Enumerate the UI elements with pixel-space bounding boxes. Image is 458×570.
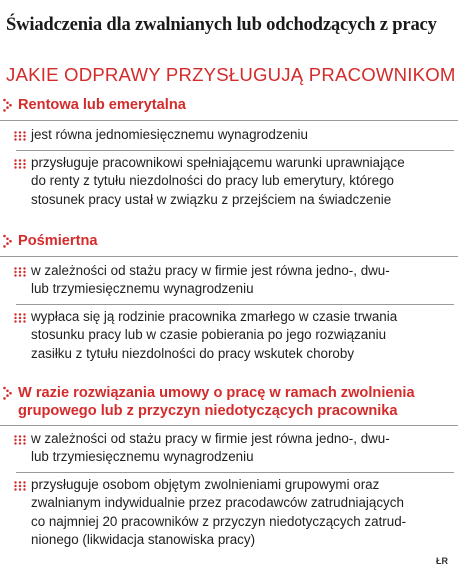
- dotted-arrow-icon: [3, 386, 12, 400]
- list-item: [16, 126, 448, 144]
- dot-grid-icon: [14, 131, 26, 141]
- section-zwolnienie-grupowe: [0, 384, 458, 548]
- section-heading: [0, 384, 458, 420]
- list-item-line: stosunku pracy lub w czasie pobierania po jego rozwiązaniu: [31, 327, 387, 343]
- section-rule: [0, 120, 458, 121]
- item-rule: [16, 472, 454, 473]
- section-heading: [0, 232, 458, 250]
- list-item-line: nionego (likwidacja stanowiska pracy): [31, 532, 256, 548]
- list-item-line: co najmniej 20 pracowników z przyczyn niedotyczących zatrud-: [31, 513, 407, 529]
- section-rule: [0, 256, 458, 257]
- list-item-line: przysługuje pracownikowi spełniającemu warunki uprawniające: [31, 155, 405, 170]
- list-item-line: lub trzymiesięcznemu wynagrodzeniu: [31, 281, 254, 297]
- section-heading-line: grupowego lub z przyczyn niedotyczących pracownika: [18, 403, 398, 419]
- section-rule: [0, 425, 458, 426]
- author-credit: ŁR: [436, 556, 448, 566]
- dot-grid-icon: [14, 267, 26, 277]
- list-item: [16, 154, 448, 209]
- dot-grid-icon: [14, 435, 26, 445]
- dot-grid-icon: [14, 481, 26, 491]
- list-item-line: stosunek pracy ustał w związku z przejściem na świadczenie: [31, 191, 392, 207]
- list-item-line: w zależności od stażu pracy w firmie jest równa jedno-, dwu-: [31, 431, 390, 446]
- list-item-line: w zależności od stażu pracy w firmie jest równa jedno-, dwu-: [31, 263, 390, 278]
- list-item: [16, 262, 448, 299]
- page-subtitle: JAKIE ODPRAWY PRZYSŁUGUJĄ PRACOWNIKOM: [6, 64, 456, 85]
- section-heading-line: Rentowa lub emerytalna: [18, 97, 186, 113]
- list-item-line: wypłaca się ją rodzinie pracownika zmarłego w czasie trwania: [31, 309, 398, 324]
- dotted-arrow-icon: [3, 98, 12, 112]
- section-heading-line: W razie rozwiązania umowy o pracę w ramach zwolnienia: [18, 385, 415, 401]
- list-item: [16, 308, 448, 363]
- list-item: [16, 430, 448, 467]
- dot-grid-icon: [14, 313, 26, 323]
- dot-grid-icon: [14, 159, 26, 169]
- page-title: Świadczenia dla zwalnianych lub odchodzących z pracy: [6, 14, 437, 35]
- list-item-line: lub trzymiesięcznemu wynagrodzeniu: [31, 449, 254, 465]
- list-item-line: przysługuje osobom objętym zwolnieniami grupowymi oraz: [31, 477, 380, 492]
- list-item-line: zwalnianym indywidualnie przez pracodawców zatrudniających: [31, 495, 404, 511]
- list-item-line: jest równa jednomiesięcznemu wynagrodzeniu: [31, 127, 308, 142]
- list-item-line: do renty z tytułu niezdolności do pracy lub emerytury, którego: [31, 173, 394, 189]
- dotted-arrow-icon: [3, 234, 12, 248]
- section-posmiertna: [0, 232, 458, 361]
- item-rule: [16, 150, 454, 151]
- section-heading: [0, 96, 458, 114]
- item-rule: [16, 304, 454, 305]
- list-item: [16, 476, 448, 550]
- section-heading-line: Pośmiertna: [18, 233, 98, 249]
- list-item-line: zasiłku z tytułu niezdolności do pracy wskutek choroby: [31, 345, 355, 361]
- section-rentowa: [0, 96, 458, 207]
